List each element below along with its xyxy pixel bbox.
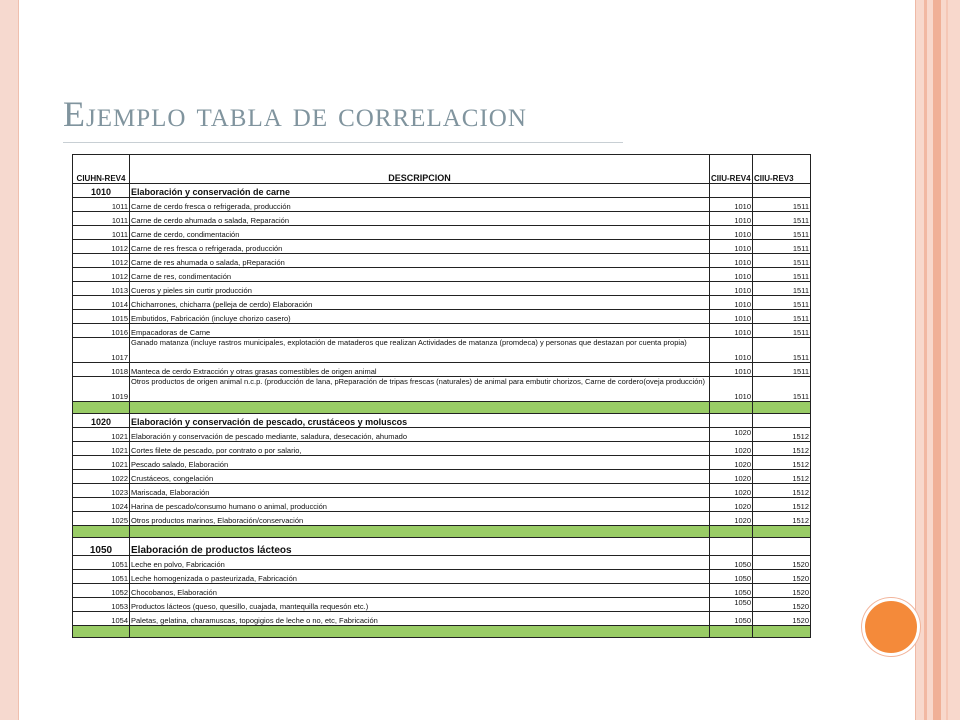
row-description: Paletas, gelatina, charamuscas, topogigios de leche o no, etc, Fabricación	[130, 612, 710, 626]
row-ciiu-rev4: 1010	[710, 254, 753, 268]
row-ciiu-rev4: 1010	[710, 338, 753, 363]
row-description: Mariscada, Elaboración	[130, 484, 710, 498]
row-ciiu-rev4: 1020	[710, 428, 753, 442]
separator-cell	[73, 402, 130, 414]
table-row	[73, 428, 811, 442]
row-code: 1011	[73, 226, 130, 240]
row-code: 1013	[73, 282, 130, 296]
row-code: 1021	[73, 428, 130, 442]
row-ciiu-rev4: 1010	[710, 363, 753, 377]
row-ciiu-rev3: 1520	[753, 598, 811, 612]
table-row	[73, 377, 811, 402]
row-code: 1015	[73, 310, 130, 324]
row-ciiu-rev4: 1020	[710, 498, 753, 512]
table-row	[73, 456, 811, 470]
row-ciiu-rev4: 1010	[710, 268, 753, 282]
table-row	[73, 498, 811, 512]
row-ciiu-rev3: 1511	[753, 296, 811, 310]
table-header-row	[73, 155, 811, 184]
row-ciiu-rev3: 1511	[753, 363, 811, 377]
row-code: 1021	[73, 442, 130, 456]
row-description: Carne de res fresca o refrigerada, producción	[130, 240, 710, 254]
row-ciiu-rev4: 1010	[710, 212, 753, 226]
separator-row	[73, 526, 811, 538]
row-code: 1012	[73, 254, 130, 268]
table-row	[73, 240, 811, 254]
table-row	[73, 324, 811, 338]
table-row	[73, 198, 811, 212]
section-title: Elaboración y conservación de carne	[130, 184, 710, 198]
row-ciiu-rev3: 1520	[753, 556, 811, 570]
empty-cell	[753, 414, 811, 428]
row-description: Otros productos marinos, Elaboración/conservación	[130, 512, 710, 526]
table-row	[73, 296, 811, 310]
row-ciiu-rev3: 1512	[753, 470, 811, 484]
frame-stripe	[933, 0, 941, 720]
table-row	[73, 442, 811, 456]
row-code: 1012	[73, 268, 130, 282]
section-title: Elaboración de productos lácteos	[130, 538, 710, 556]
table-row	[73, 338, 811, 363]
row-description: Embutidos, Fabricación (incluye chorizo casero)	[130, 310, 710, 324]
row-ciiu-rev3: 1512	[753, 498, 811, 512]
table-row	[73, 556, 811, 570]
section-row-1020	[73, 414, 811, 428]
row-description: Carne de cerdo fresca o refrigerada, producción	[130, 198, 710, 212]
separator-cell	[710, 626, 753, 638]
row-code: 1017	[73, 338, 130, 363]
header-ciuhn-rev4: CIUHN-REV4	[73, 155, 130, 184]
section-code: 1050	[73, 538, 130, 556]
table-row	[73, 282, 811, 296]
separator-row	[73, 626, 811, 638]
row-description: Pescado salado, Elaboración	[130, 456, 710, 470]
row-ciiu-rev4: 1010	[710, 296, 753, 310]
table-row	[73, 226, 811, 240]
row-code: 1011	[73, 212, 130, 226]
decorative-orange-circle	[862, 598, 920, 656]
row-ciiu-rev3: 1520	[753, 612, 811, 626]
row-description: Empacadoras de Carne	[130, 324, 710, 338]
row-ciiu-rev3: 1511	[753, 338, 811, 363]
row-ciiu-rev4: 1010	[710, 240, 753, 254]
row-description: Harina de pescado/consumo humano o animal, producción	[130, 498, 710, 512]
row-ciiu-rev4: 1050	[710, 556, 753, 570]
section-title: Elaboración y conservación de pescado, crustáceos y moluscos	[130, 414, 710, 428]
row-description: Leche homogenizada o pasteurizada, Fabricación	[130, 570, 710, 584]
row-ciiu-rev3: 1512	[753, 512, 811, 526]
row-description: Productos lácteos (queso, quesillo, cuajada, mantequilla requesón etc.)	[130, 598, 710, 612]
section-row-1050	[73, 538, 811, 556]
slide-title: Ejemplo tabla de correlacion	[63, 94, 527, 134]
table-row	[73, 470, 811, 484]
row-ciiu-rev3: 1512	[753, 442, 811, 456]
row-ciiu-rev4: 1010	[710, 226, 753, 240]
table-row	[73, 484, 811, 498]
row-ciiu-rev3: 1511	[753, 324, 811, 338]
row-description: Leche en polvo, Fabricación	[130, 556, 710, 570]
separator-cell	[130, 402, 710, 414]
table-row	[73, 310, 811, 324]
empty-cell	[710, 184, 753, 198]
table-row	[73, 254, 811, 268]
header-descripcion: DESCRIPCION	[130, 155, 710, 184]
row-description: Carne de cerdo ahumada o salada, Reparación	[130, 212, 710, 226]
separator-cell	[130, 626, 710, 638]
row-ciiu-rev4: 1050	[710, 570, 753, 584]
row-ciiu-rev3: 1512	[753, 428, 811, 442]
separator-cell	[753, 526, 811, 538]
header-ciiu-rev4: CIIU-REV4	[710, 155, 753, 184]
row-code: 1018	[73, 363, 130, 377]
row-ciiu-rev4: 1050	[710, 584, 753, 598]
row-ciiu-rev4: 1020	[710, 456, 753, 470]
row-description: Carne de res ahumada o salada, pReparación	[130, 254, 710, 268]
row-code: 1016	[73, 324, 130, 338]
row-code: 1024	[73, 498, 130, 512]
table-row	[73, 268, 811, 282]
table-row	[73, 598, 811, 612]
separator-cell	[73, 526, 130, 538]
row-ciiu-rev4: 1050	[710, 598, 753, 612]
separator-row	[73, 402, 811, 414]
section-row-1010	[73, 184, 811, 198]
row-ciiu-rev3: 1512	[753, 456, 811, 470]
row-ciiu-rev3: 1512	[753, 484, 811, 498]
row-code: 1051	[73, 570, 130, 584]
table-row	[73, 212, 811, 226]
separator-cell	[710, 526, 753, 538]
row-ciiu-rev4: 1010	[710, 282, 753, 296]
row-ciiu-rev4: 1020	[710, 470, 753, 484]
separator-cell	[753, 402, 811, 414]
frame-stripe	[924, 0, 927, 720]
row-ciiu-rev3: 1511	[753, 377, 811, 402]
table-row	[73, 612, 811, 626]
row-ciiu-rev4: 1010	[710, 310, 753, 324]
separator-cell	[710, 402, 753, 414]
row-code: 1019	[73, 377, 130, 402]
row-description: Crustáceos, congelación	[130, 470, 710, 484]
row-ciiu-rev3: 1520	[753, 584, 811, 598]
row-ciiu-rev3: 1511	[753, 282, 811, 296]
section-code: 1010	[73, 184, 130, 198]
row-description: Cortes filete de pescado, por contrato o por salario,	[130, 442, 710, 456]
row-ciiu-rev4: 1010	[710, 198, 753, 212]
right-frame-border	[915, 0, 960, 720]
row-code: 1014	[73, 296, 130, 310]
row-description: Cueros y pieles sin curtir producción	[130, 282, 710, 296]
row-ciiu-rev3: 1511	[753, 198, 811, 212]
row-ciiu-rev4: 1020	[710, 442, 753, 456]
row-code: 1012	[73, 240, 130, 254]
row-description: Chocobanos, Elaboración	[130, 584, 710, 598]
frame-stripe	[946, 0, 948, 720]
row-code: 1053	[73, 598, 130, 612]
row-ciiu-rev4: 1020	[710, 484, 753, 498]
table-row	[73, 570, 811, 584]
row-code: 1052	[73, 584, 130, 598]
row-ciiu-rev4: 1050	[710, 612, 753, 626]
row-ciiu-rev3: 1511	[753, 240, 811, 254]
row-code: 1023	[73, 484, 130, 498]
table-row	[73, 363, 811, 377]
separator-cell	[130, 526, 710, 538]
empty-cell	[753, 538, 811, 556]
row-ciiu-rev3: 1511	[753, 268, 811, 282]
row-code: 1051	[73, 556, 130, 570]
row-code: 1011	[73, 198, 130, 212]
table-row	[73, 512, 811, 526]
table-row	[73, 584, 811, 598]
row-code: 1025	[73, 512, 130, 526]
separator-cell	[753, 626, 811, 638]
separator-cell	[73, 626, 130, 638]
row-ciiu-rev3: 1511	[753, 254, 811, 268]
row-description: Chicharrones, chicharra (pelleja de cerdo) Elaboración	[130, 296, 710, 310]
correlation-table	[72, 154, 811, 638]
section-code: 1020	[73, 414, 130, 428]
row-description: Ganado matanza (incluye rastros municipales, explotación de mataderos que realizan Actividades de matanza (promdeca) y personas que destazan por cuenta propia)	[130, 338, 710, 363]
row-description: Carne de cerdo, condimentación	[130, 226, 710, 240]
row-code: 1021	[73, 456, 130, 470]
row-description: Carne de res, condimentación	[130, 268, 710, 282]
empty-cell	[753, 184, 811, 198]
row-ciiu-rev3: 1511	[753, 310, 811, 324]
empty-cell	[710, 414, 753, 428]
row-description: Otros productos de origen animal n.c.p. (producción de lana, pReparación de tripas frescas (naturales) de animal para embutir chorizos, Carne de cordero(oveja producción)	[130, 377, 710, 402]
row-ciiu-rev4: 1020	[710, 512, 753, 526]
row-ciiu-rev3: 1520	[753, 570, 811, 584]
row-ciiu-rev4: 1010	[710, 324, 753, 338]
row-ciiu-rev4: 1010	[710, 377, 753, 402]
row-code: 1054	[73, 612, 130, 626]
row-ciiu-rev3: 1511	[753, 212, 811, 226]
header-ciiu-rev3: CIIU-REV3	[753, 155, 811, 184]
row-code: 1022	[73, 470, 130, 484]
title-underline	[63, 142, 623, 143]
row-description: Elaboración y conservación de pescado mediante, saladura, desecación, ahumado	[130, 428, 710, 442]
row-ciiu-rev3: 1511	[753, 226, 811, 240]
left-frame-border	[0, 0, 19, 720]
row-description: Manteca de cerdo Extracción y otras grasas comestibles de origen animal	[130, 363, 710, 377]
empty-cell	[710, 538, 753, 556]
